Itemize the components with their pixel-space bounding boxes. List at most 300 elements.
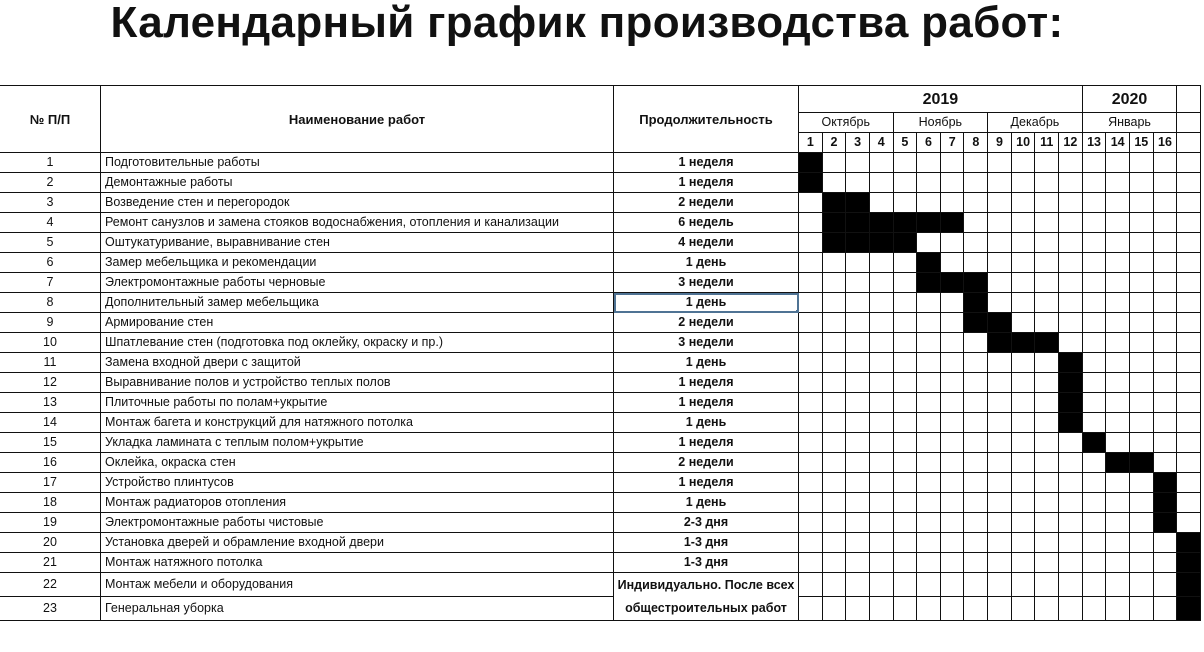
- gantt-empty-cell[interactable]: [940, 353, 964, 373]
- task-number[interactable]: 20: [0, 533, 101, 553]
- task-duration[interactable]: 1 неделя: [614, 173, 799, 193]
- task-number[interactable]: 12: [0, 373, 101, 393]
- gantt-empty-cell[interactable]: [869, 553, 893, 573]
- gantt-empty-cell[interactable]: [1106, 193, 1130, 213]
- gantt-empty-cell[interactable]: [988, 153, 1012, 173]
- gantt-empty-cell[interactable]: [1106, 573, 1130, 597]
- gantt-empty-cell[interactable]: [964, 233, 988, 253]
- gantt-empty-cell[interactable]: [988, 393, 1012, 413]
- gantt-empty-cell[interactable]: [1035, 373, 1059, 393]
- gantt-empty-cell[interactable]: [1035, 533, 1059, 553]
- task-duration[interactable]: 3 недели: [614, 333, 799, 353]
- gantt-empty-cell[interactable]: [1059, 173, 1083, 193]
- gantt-empty-cell[interactable]: [1059, 513, 1083, 533]
- gantt-empty-cell[interactable]: [1177, 513, 1201, 533]
- gantt-empty-cell[interactable]: [964, 597, 988, 621]
- gantt-bar-cell[interactable]: [1177, 597, 1201, 621]
- gantt-empty-cell[interactable]: [799, 473, 823, 493]
- gantt-empty-cell[interactable]: [1130, 533, 1154, 553]
- gantt-empty-cell[interactable]: [964, 493, 988, 513]
- gantt-empty-cell[interactable]: [940, 293, 964, 313]
- gantt-empty-cell[interactable]: [1011, 453, 1035, 473]
- gantt-empty-cell[interactable]: [1082, 293, 1106, 313]
- task-name[interactable]: Дополнительный замер мебельщика: [101, 293, 614, 313]
- gantt-empty-cell[interactable]: [940, 233, 964, 253]
- gantt-empty-cell[interactable]: [893, 173, 917, 193]
- gantt-empty-cell[interactable]: [1177, 173, 1201, 193]
- task-duration[interactable]: 1-3 дня: [614, 533, 799, 553]
- gantt-empty-cell[interactable]: [1177, 393, 1201, 413]
- gantt-bar-cell[interactable]: [799, 173, 823, 193]
- task-duration[interactable]: 4 недели: [614, 233, 799, 253]
- gantt-empty-cell[interactable]: [917, 513, 941, 533]
- gantt-bar-cell[interactable]: [1153, 493, 1177, 513]
- task-name[interactable]: Монтаж мебели и оборудования: [101, 573, 614, 597]
- gantt-empty-cell[interactable]: [1035, 153, 1059, 173]
- gantt-bar-cell[interactable]: [893, 233, 917, 253]
- gantt-empty-cell[interactable]: [1082, 173, 1106, 193]
- gantt-empty-cell[interactable]: [846, 513, 870, 533]
- gantt-empty-cell[interactable]: [1177, 153, 1201, 173]
- gantt-empty-cell[interactable]: [799, 373, 823, 393]
- gantt-empty-cell[interactable]: [1011, 233, 1035, 253]
- gantt-empty-cell[interactable]: [988, 273, 1012, 293]
- gantt-empty-cell[interactable]: [940, 573, 964, 597]
- gantt-empty-cell[interactable]: [893, 253, 917, 273]
- gantt-bar-cell[interactable]: [940, 273, 964, 293]
- gantt-empty-cell[interactable]: [917, 393, 941, 413]
- gantt-empty-cell[interactable]: [1059, 193, 1083, 213]
- gantt-empty-cell[interactable]: [869, 353, 893, 373]
- gantt-empty-cell[interactable]: [822, 573, 846, 597]
- gantt-empty-cell[interactable]: [1130, 213, 1154, 233]
- gantt-empty-cell[interactable]: [822, 353, 846, 373]
- gantt-empty-cell[interactable]: [1011, 597, 1035, 621]
- gantt-empty-cell[interactable]: [893, 597, 917, 621]
- gantt-empty-cell[interactable]: [1106, 533, 1130, 553]
- gantt-empty-cell[interactable]: [869, 313, 893, 333]
- gantt-empty-cell[interactable]: [1035, 393, 1059, 413]
- gantt-empty-cell[interactable]: [1035, 273, 1059, 293]
- gantt-empty-cell[interactable]: [940, 393, 964, 413]
- gantt-bar-cell[interactable]: [1082, 433, 1106, 453]
- gantt-empty-cell[interactable]: [822, 333, 846, 353]
- gantt-empty-cell[interactable]: [1153, 273, 1177, 293]
- gantt-empty-cell[interactable]: [1130, 493, 1154, 513]
- gantt-bar-cell[interactable]: [846, 193, 870, 213]
- gantt-empty-cell[interactable]: [1130, 513, 1154, 533]
- task-number[interactable]: 11: [0, 353, 101, 373]
- gantt-empty-cell[interactable]: [1082, 573, 1106, 597]
- gantt-empty-cell[interactable]: [1177, 293, 1201, 313]
- gantt-empty-cell[interactable]: [1177, 473, 1201, 493]
- gantt-empty-cell[interactable]: [799, 433, 823, 453]
- task-name[interactable]: Оклейка, окраска стен: [101, 453, 614, 473]
- gantt-empty-cell[interactable]: [1130, 553, 1154, 573]
- gantt-empty-cell[interactable]: [940, 173, 964, 193]
- gantt-empty-cell[interactable]: [1011, 433, 1035, 453]
- gantt-empty-cell[interactable]: [1011, 373, 1035, 393]
- gantt-empty-cell[interactable]: [964, 193, 988, 213]
- task-name[interactable]: Генеральная уборка: [101, 597, 614, 621]
- gantt-empty-cell[interactable]: [940, 413, 964, 433]
- gantt-empty-cell[interactable]: [822, 173, 846, 193]
- task-number[interactable]: 21: [0, 553, 101, 573]
- gantt-empty-cell[interactable]: [799, 533, 823, 553]
- gantt-empty-cell[interactable]: [1153, 333, 1177, 353]
- gantt-bar-cell[interactable]: [822, 213, 846, 233]
- gantt-empty-cell[interactable]: [1011, 193, 1035, 213]
- gantt-empty-cell[interactable]: [1130, 333, 1154, 353]
- gantt-bar-cell[interactable]: [1130, 453, 1154, 473]
- gantt-empty-cell[interactable]: [1059, 553, 1083, 573]
- gantt-empty-cell[interactable]: [1177, 433, 1201, 453]
- gantt-bar-cell[interactable]: [846, 213, 870, 233]
- gantt-empty-cell[interactable]: [988, 513, 1012, 533]
- task-name[interactable]: Монтаж багета и конструкций для натяжного потолка: [101, 413, 614, 433]
- gantt-empty-cell[interactable]: [1035, 253, 1059, 273]
- gantt-empty-cell[interactable]: [917, 453, 941, 473]
- gantt-empty-cell[interactable]: [1059, 333, 1083, 353]
- gantt-bar-cell[interactable]: [846, 233, 870, 253]
- gantt-empty-cell[interactable]: [1059, 293, 1083, 313]
- gantt-empty-cell[interactable]: [869, 493, 893, 513]
- gantt-empty-cell[interactable]: [1130, 293, 1154, 313]
- gantt-empty-cell[interactable]: [1082, 273, 1106, 293]
- gantt-empty-cell[interactable]: [1059, 433, 1083, 453]
- gantt-empty-cell[interactable]: [822, 153, 846, 173]
- task-name[interactable]: Выравнивание полов и устройство теплых полов: [101, 373, 614, 393]
- gantt-empty-cell[interactable]: [1035, 313, 1059, 333]
- gantt-empty-cell[interactable]: [893, 453, 917, 473]
- task-name[interactable]: Ремонт санузлов и замена стояков водоснабжения, отопления и канализации: [101, 213, 614, 233]
- gantt-empty-cell[interactable]: [799, 573, 823, 597]
- gantt-empty-cell[interactable]: [1153, 313, 1177, 333]
- gantt-empty-cell[interactable]: [799, 597, 823, 621]
- gantt-empty-cell[interactable]: [940, 193, 964, 213]
- gantt-empty-cell[interactable]: [1059, 573, 1083, 597]
- gantt-empty-cell[interactable]: [917, 473, 941, 493]
- gantt-empty-cell[interactable]: [846, 373, 870, 393]
- gantt-empty-cell[interactable]: [1035, 433, 1059, 453]
- gantt-empty-cell[interactable]: [822, 273, 846, 293]
- gantt-empty-cell[interactable]: [846, 333, 870, 353]
- gantt-empty-cell[interactable]: [1011, 513, 1035, 533]
- gantt-empty-cell[interactable]: [1082, 353, 1106, 373]
- task-number[interactable]: 14: [0, 413, 101, 433]
- task-name[interactable]: Шпатлевание стен (подготовка под оклейку, окраску и пр.): [101, 333, 614, 353]
- gantt-empty-cell[interactable]: [822, 293, 846, 313]
- gantt-empty-cell[interactable]: [869, 253, 893, 273]
- gantt-empty-cell[interactable]: [1059, 213, 1083, 233]
- gantt-empty-cell[interactable]: [1059, 313, 1083, 333]
- gantt-empty-cell[interactable]: [822, 373, 846, 393]
- task-name[interactable]: Подготовительные работы: [101, 153, 614, 173]
- gantt-empty-cell[interactable]: [1106, 313, 1130, 333]
- gantt-empty-cell[interactable]: [893, 153, 917, 173]
- task-duration[interactable]: 1 день: [614, 493, 799, 513]
- gantt-empty-cell[interactable]: [988, 573, 1012, 597]
- gantt-empty-cell[interactable]: [1177, 413, 1201, 433]
- gantt-empty-cell[interactable]: [1035, 293, 1059, 313]
- gantt-empty-cell[interactable]: [1082, 597, 1106, 621]
- gantt-bar-cell[interactable]: [869, 213, 893, 233]
- gantt-empty-cell[interactable]: [988, 193, 1012, 213]
- gantt-empty-cell[interactable]: [1153, 173, 1177, 193]
- gantt-empty-cell[interactable]: [964, 173, 988, 193]
- gantt-empty-cell[interactable]: [1011, 393, 1035, 413]
- gantt-empty-cell[interactable]: [846, 533, 870, 553]
- gantt-empty-cell[interactable]: [869, 393, 893, 413]
- gantt-empty-cell[interactable]: [1177, 273, 1201, 293]
- gantt-empty-cell[interactable]: [1011, 313, 1035, 333]
- gantt-empty-cell[interactable]: [1153, 153, 1177, 173]
- gantt-empty-cell[interactable]: [988, 553, 1012, 573]
- gantt-empty-cell[interactable]: [964, 373, 988, 393]
- task-number[interactable]: 13: [0, 393, 101, 413]
- gantt-empty-cell[interactable]: [893, 373, 917, 393]
- gantt-empty-cell[interactable]: [1130, 413, 1154, 433]
- gantt-empty-cell[interactable]: [988, 173, 1012, 193]
- task-name[interactable]: Монтаж радиаторов отопления: [101, 493, 614, 513]
- gantt-empty-cell[interactable]: [1011, 253, 1035, 273]
- task-number[interactable]: 15: [0, 433, 101, 453]
- gantt-empty-cell[interactable]: [1177, 213, 1201, 233]
- gantt-empty-cell[interactable]: [1035, 493, 1059, 513]
- task-duration[interactable]: 6 недель: [614, 213, 799, 233]
- gantt-empty-cell[interactable]: [869, 413, 893, 433]
- gantt-empty-cell[interactable]: [1130, 473, 1154, 493]
- task-duration[interactable]: 1 неделя: [614, 433, 799, 453]
- gantt-empty-cell[interactable]: [964, 553, 988, 573]
- gantt-empty-cell[interactable]: [1082, 213, 1106, 233]
- gantt-empty-cell[interactable]: [988, 373, 1012, 393]
- gantt-empty-cell[interactable]: [917, 193, 941, 213]
- gantt-empty-cell[interactable]: [1153, 573, 1177, 597]
- gantt-empty-cell[interactable]: [1177, 313, 1201, 333]
- task-duration[interactable]: 2 недели: [614, 193, 799, 213]
- gantt-empty-cell[interactable]: [822, 493, 846, 513]
- gantt-empty-cell[interactable]: [988, 433, 1012, 453]
- gantt-empty-cell[interactable]: [1011, 173, 1035, 193]
- gantt-empty-cell[interactable]: [799, 253, 823, 273]
- gantt-empty-cell[interactable]: [869, 373, 893, 393]
- task-name[interactable]: Замена входной двери с защитой: [101, 353, 614, 373]
- gantt-empty-cell[interactable]: [893, 353, 917, 373]
- gantt-empty-cell[interactable]: [917, 573, 941, 597]
- gantt-empty-cell[interactable]: [1011, 473, 1035, 493]
- gantt-empty-cell[interactable]: [1035, 597, 1059, 621]
- gantt-empty-cell[interactable]: [799, 213, 823, 233]
- task-number[interactable]: 3: [0, 193, 101, 213]
- task-number[interactable]: 9: [0, 313, 101, 333]
- gantt-empty-cell[interactable]: [1130, 353, 1154, 373]
- gantt-bar-cell[interactable]: [917, 253, 941, 273]
- task-name[interactable]: Укладка ламината с теплым полом+укрытие: [101, 433, 614, 453]
- gantt-empty-cell[interactable]: [940, 333, 964, 353]
- gantt-empty-cell[interactable]: [1059, 533, 1083, 553]
- gantt-empty-cell[interactable]: [893, 493, 917, 513]
- gantt-empty-cell[interactable]: [893, 393, 917, 413]
- gantt-empty-cell[interactable]: [1153, 233, 1177, 253]
- gantt-empty-cell[interactable]: [940, 493, 964, 513]
- gantt-empty-cell[interactable]: [1106, 433, 1130, 453]
- gantt-empty-cell[interactable]: [917, 597, 941, 621]
- gantt-empty-cell[interactable]: [1059, 273, 1083, 293]
- gantt-empty-cell[interactable]: [964, 533, 988, 553]
- gantt-empty-cell[interactable]: [869, 153, 893, 173]
- gantt-empty-cell[interactable]: [1082, 373, 1106, 393]
- gantt-empty-cell[interactable]: [988, 293, 1012, 313]
- gantt-empty-cell[interactable]: [1106, 173, 1130, 193]
- task-number[interactable]: 8: [0, 293, 101, 313]
- task-number[interactable]: 16: [0, 453, 101, 473]
- gantt-empty-cell[interactable]: [1106, 553, 1130, 573]
- gantt-empty-cell[interactable]: [1130, 153, 1154, 173]
- gantt-bar-cell[interactable]: [1035, 333, 1059, 353]
- task-duration[interactable]: 2-3 дня: [614, 513, 799, 533]
- gantt-bar-cell[interactable]: [917, 213, 941, 233]
- task-number[interactable]: 2: [0, 173, 101, 193]
- gantt-empty-cell[interactable]: [964, 353, 988, 373]
- task-name[interactable]: Армирование стен: [101, 313, 614, 333]
- gantt-empty-cell[interactable]: [1177, 233, 1201, 253]
- gantt-empty-cell[interactable]: [1011, 573, 1035, 597]
- gantt-empty-cell[interactable]: [1106, 373, 1130, 393]
- gantt-empty-cell[interactable]: [869, 533, 893, 553]
- gantt-empty-cell[interactable]: [1082, 453, 1106, 473]
- gantt-empty-cell[interactable]: [988, 473, 1012, 493]
- gantt-empty-cell[interactable]: [799, 513, 823, 533]
- gantt-empty-cell[interactable]: [1153, 373, 1177, 393]
- gantt-bar-cell[interactable]: [1153, 513, 1177, 533]
- gantt-empty-cell[interactable]: [940, 373, 964, 393]
- gantt-empty-cell[interactable]: [1059, 453, 1083, 473]
- gantt-empty-cell[interactable]: [1082, 553, 1106, 573]
- gantt-empty-cell[interactable]: [1082, 253, 1106, 273]
- task-number[interactable]: 5: [0, 233, 101, 253]
- task-number[interactable]: 17: [0, 473, 101, 493]
- gantt-empty-cell[interactable]: [869, 293, 893, 313]
- gantt-empty-cell[interactable]: [1130, 373, 1154, 393]
- gantt-empty-cell[interactable]: [1106, 473, 1130, 493]
- gantt-empty-cell[interactable]: [1177, 373, 1201, 393]
- gantt-empty-cell[interactable]: [1153, 433, 1177, 453]
- gantt-empty-cell[interactable]: [893, 273, 917, 293]
- gantt-empty-cell[interactable]: [822, 553, 846, 573]
- task-name[interactable]: Монтаж натяжного потолка: [101, 553, 614, 573]
- gantt-empty-cell[interactable]: [1106, 213, 1130, 233]
- gantt-empty-cell[interactable]: [822, 533, 846, 553]
- gantt-empty-cell[interactable]: [964, 213, 988, 233]
- gantt-empty-cell[interactable]: [1130, 273, 1154, 293]
- gantt-bar-cell[interactable]: [1177, 573, 1201, 597]
- task-name[interactable]: Устройство плинтусов: [101, 473, 614, 493]
- gantt-empty-cell[interactable]: [846, 153, 870, 173]
- gantt-empty-cell[interactable]: [1106, 513, 1130, 533]
- gantt-empty-cell[interactable]: [964, 253, 988, 273]
- gantt-empty-cell[interactable]: [917, 373, 941, 393]
- gantt-empty-cell[interactable]: [1082, 313, 1106, 333]
- gantt-empty-cell[interactable]: [869, 573, 893, 597]
- gantt-empty-cell[interactable]: [1011, 153, 1035, 173]
- gantt-empty-cell[interactable]: [846, 597, 870, 621]
- gantt-empty-cell[interactable]: [846, 313, 870, 333]
- gantt-empty-cell[interactable]: [940, 253, 964, 273]
- gantt-empty-cell[interactable]: [1011, 493, 1035, 513]
- gantt-empty-cell[interactable]: [988, 253, 1012, 273]
- task-duration[interactable]: 1 день: [614, 293, 799, 313]
- gantt-empty-cell[interactable]: [1106, 153, 1130, 173]
- gantt-empty-cell[interactable]: [964, 153, 988, 173]
- gantt-empty-cell[interactable]: [917, 313, 941, 333]
- gantt-empty-cell[interactable]: [799, 333, 823, 353]
- gantt-empty-cell[interactable]: [893, 293, 917, 313]
- gantt-empty-cell[interactable]: [799, 553, 823, 573]
- gantt-empty-cell[interactable]: [964, 413, 988, 433]
- task-duration[interactable]: 1 день: [614, 413, 799, 433]
- gantt-bar-cell[interactable]: [1011, 333, 1035, 353]
- task-number[interactable]: 7: [0, 273, 101, 293]
- gantt-empty-cell[interactable]: [1035, 513, 1059, 533]
- gantt-empty-cell[interactable]: [1130, 573, 1154, 597]
- gantt-empty-cell[interactable]: [988, 493, 1012, 513]
- gantt-bar-cell[interactable]: [1059, 393, 1083, 413]
- gantt-empty-cell[interactable]: [799, 453, 823, 473]
- gantt-empty-cell[interactable]: [869, 333, 893, 353]
- gantt-empty-cell[interactable]: [1130, 393, 1154, 413]
- gantt-empty-cell[interactable]: [988, 533, 1012, 553]
- gantt-empty-cell[interactable]: [869, 273, 893, 293]
- gantt-empty-cell[interactable]: [846, 573, 870, 597]
- gantt-empty-cell[interactable]: [799, 193, 823, 213]
- gantt-empty-cell[interactable]: [1059, 493, 1083, 513]
- gantt-empty-cell[interactable]: [1153, 413, 1177, 433]
- gantt-empty-cell[interactable]: [846, 293, 870, 313]
- task-name[interactable]: Оштукатуривание, выравнивание стен: [101, 233, 614, 253]
- gantt-empty-cell[interactable]: [799, 313, 823, 333]
- gantt-bar-cell[interactable]: [1177, 533, 1201, 553]
- gantt-empty-cell[interactable]: [1106, 293, 1130, 313]
- gantt-empty-cell[interactable]: [846, 433, 870, 453]
- task-duration[interactable]: Индивидуально. После всех общестроительных работ: [614, 573, 799, 621]
- gantt-empty-cell[interactable]: [1106, 413, 1130, 433]
- gantt-empty-cell[interactable]: [964, 513, 988, 533]
- gantt-empty-cell[interactable]: [1153, 353, 1177, 373]
- gantt-empty-cell[interactable]: [869, 433, 893, 453]
- gantt-empty-cell[interactable]: [1082, 393, 1106, 413]
- gantt-empty-cell[interactable]: [893, 413, 917, 433]
- task-duration[interactable]: 1 неделя: [614, 393, 799, 413]
- gantt-empty-cell[interactable]: [1130, 433, 1154, 453]
- gantt-empty-cell[interactable]: [1153, 193, 1177, 213]
- gantt-empty-cell[interactable]: [1082, 413, 1106, 433]
- gantt-empty-cell[interactable]: [799, 413, 823, 433]
- gantt-empty-cell[interactable]: [940, 553, 964, 573]
- gantt-empty-cell[interactable]: [1106, 353, 1130, 373]
- task-number[interactable]: 19: [0, 513, 101, 533]
- task-duration[interactable]: 1 неделя: [614, 153, 799, 173]
- gantt-empty-cell[interactable]: [1035, 553, 1059, 573]
- gantt-empty-cell[interactable]: [846, 393, 870, 413]
- gantt-bar-cell[interactable]: [822, 193, 846, 213]
- task-number[interactable]: 1: [0, 153, 101, 173]
- gantt-empty-cell[interactable]: [869, 513, 893, 533]
- gantt-empty-cell[interactable]: [846, 173, 870, 193]
- gantt-empty-cell[interactable]: [964, 393, 988, 413]
- task-duration[interactable]: 3 недели: [614, 273, 799, 293]
- gantt-empty-cell[interactable]: [1082, 533, 1106, 553]
